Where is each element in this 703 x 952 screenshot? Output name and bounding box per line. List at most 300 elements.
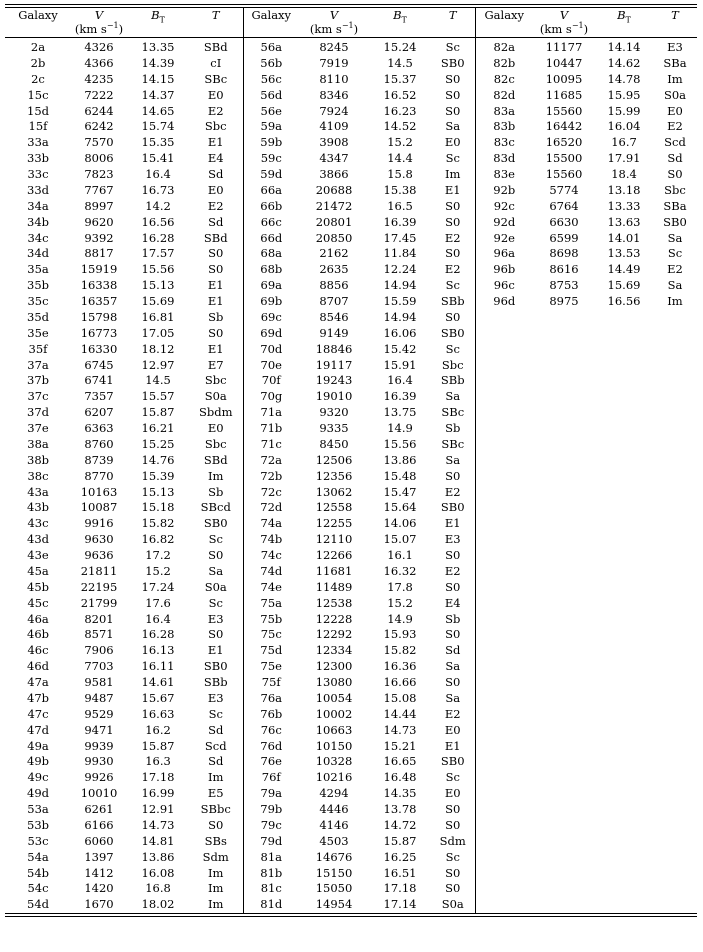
cell-velocity: [533, 580, 595, 596]
cell-morph-type: Im: [667, 71, 683, 86]
cell-galaxy-id: [475, 881, 533, 897]
cell-morph-type: SBc: [431, 437, 475, 453]
cell-velocity: 6764: [549, 198, 579, 213]
cell-bt-magnitude: 15.67: [141, 690, 175, 705]
cell-velocity: 21799: [80, 595, 118, 610]
cell-galaxy-id: [475, 437, 533, 453]
cell-galaxy-id: 35a: [27, 262, 49, 277]
cell-morph-type: Sc: [189, 707, 243, 723]
cell-bt-magnitude: 15.74: [141, 119, 175, 134]
cell-bt-magnitude: 17.57: [141, 246, 175, 261]
cell-morph-type: S0: [431, 246, 475, 262]
cell-bt-magnitude: 13.33: [607, 198, 641, 213]
cell-galaxy-id: [475, 485, 533, 501]
header-bt-magnitude: $B_T$: [393, 8, 407, 25]
cell-bt-magnitude: 16.3: [145, 754, 171, 769]
cell-bt-magnitude: [595, 485, 653, 501]
cell-galaxy-id: 75e: [260, 659, 282, 674]
cell-morph-type: cI: [189, 56, 243, 72]
table-row: [5, 183, 697, 199]
cell-galaxy-id: 72a: [260, 452, 282, 467]
cell-galaxy-id: 45b: [27, 579, 49, 594]
cell-bt-magnitude: 16.23: [383, 103, 417, 118]
cell-galaxy-id: 49d: [27, 786, 49, 801]
cell-velocity: 21811: [80, 563, 118, 578]
cell-galaxy-id: 70d: [260, 341, 283, 356]
cell-velocity: 14676: [315, 849, 353, 864]
cell-velocity: [533, 437, 595, 453]
cell-galaxy-id: 66d: [260, 230, 283, 245]
galaxy-table: [5, 4, 697, 917]
cell-morph-type: SBbc: [189, 802, 243, 818]
cell-galaxy-id: 79a: [260, 786, 282, 801]
cell-morph-type: Sbc: [189, 437, 243, 453]
cell-morph-type: Sd: [189, 215, 243, 231]
cell-galaxy-id: 54b: [27, 865, 49, 880]
table-row: [5, 754, 697, 770]
cell-morph-type: E2: [431, 707, 475, 723]
cell-galaxy-id: [475, 310, 533, 326]
cell-velocity: 6207: [84, 405, 114, 420]
cell-morph-type: Im: [189, 897, 243, 913]
header-blank: [475, 22, 533, 38]
cell-bt-magnitude: 15.47: [383, 484, 417, 499]
cell-galaxy-id: 68b: [260, 262, 283, 277]
cell-velocity: 4326: [84, 40, 114, 54]
cell-bt-magnitude: 16.2: [145, 722, 171, 737]
table-row: [5, 707, 697, 723]
cell-velocity: 8616: [549, 262, 579, 277]
cell-morph-type: E0: [189, 183, 243, 199]
cell-velocity: 15919: [80, 262, 118, 277]
cell-velocity: 2635: [319, 262, 349, 277]
table-row: [5, 389, 697, 405]
cell-morph-type: S0: [431, 104, 475, 120]
cell-velocity: 8856: [319, 278, 349, 293]
cell-galaxy-id: 81c: [260, 881, 282, 896]
cell-bt-magnitude: 14.65: [141, 103, 175, 118]
table-row: [5, 485, 697, 501]
cell-bt-magnitude: [595, 612, 653, 628]
header-velocity: V: [329, 8, 339, 22]
cell-morph-type: SBcd: [189, 500, 243, 516]
cell-galaxy-id: 79c: [260, 817, 282, 832]
cell-galaxy-id: 96d: [493, 294, 516, 308]
cell-bt-magnitude: 18.02: [141, 897, 175, 912]
table-row: [5, 627, 697, 643]
header-blank: [653, 22, 697, 38]
cell-velocity: 9149: [319, 325, 349, 340]
cell-velocity: 12356: [315, 468, 353, 483]
cell-bt-magnitude: 14.01: [607, 230, 641, 245]
cell-morph-type: E1: [189, 342, 243, 358]
cell-morph-type: Sa: [431, 691, 475, 707]
cell-bt-magnitude: 16.82: [141, 532, 175, 547]
table-row: [5, 342, 697, 358]
cell-morph-type: S0a: [663, 87, 687, 102]
cell-morph-type: SBa: [663, 198, 687, 213]
cell-galaxy-id: 82c: [493, 71, 515, 86]
cell-galaxy-id: 59b: [260, 135, 283, 150]
cell-bt-magnitude: [595, 770, 653, 786]
cell-morph-type: Sc: [667, 246, 683, 261]
cell-morph-type: Sc: [431, 151, 475, 167]
cell-morph-type: Sc: [189, 532, 243, 548]
table-row: [5, 564, 697, 580]
table-row: [5, 262, 697, 278]
cell-bt-magnitude: [595, 802, 653, 818]
cell-bt-magnitude: [595, 389, 653, 405]
cell-velocity: 16330: [80, 341, 118, 356]
cell-velocity: 9392: [84, 230, 114, 245]
cell-velocity: 12334: [315, 643, 353, 658]
cell-velocity: [533, 532, 595, 548]
cell-morph-type: [653, 516, 697, 532]
cell-morph-type: Sbc: [189, 373, 243, 389]
header-blank: [243, 22, 299, 38]
cell-velocity: 15560: [545, 103, 583, 118]
cell-morph-type: [653, 802, 697, 818]
cell-velocity: 7357: [84, 389, 114, 404]
cell-morph-type: [653, 564, 697, 580]
cell-galaxy-id: [475, 707, 533, 723]
cell-velocity: 16338: [80, 278, 118, 293]
cell-morph-type: SB0: [189, 516, 243, 532]
cell-bt-magnitude: 16.39: [383, 389, 417, 404]
cell-velocity: 12228: [315, 611, 353, 626]
cell-morph-type: [653, 500, 697, 516]
cell-velocity: 9636: [84, 548, 114, 562]
cell-galaxy-id: 46c: [27, 643, 49, 658]
cell-bt-magnitude: 16.28: [141, 230, 175, 245]
cell-velocity: 15050: [315, 881, 353, 896]
cell-galaxy-id: 75a: [260, 595, 282, 610]
cell-bt-magnitude: 15.82: [141, 516, 175, 531]
cell-galaxy-id: [475, 659, 533, 675]
cell-bt-magnitude: 14.06: [383, 516, 417, 531]
cell-bt-magnitude: 12.97: [141, 357, 175, 372]
cell-bt-magnitude: 13.75: [383, 405, 417, 420]
cell-galaxy-id: 66b: [260, 198, 283, 213]
cell-morph-type: SBd: [189, 38, 243, 56]
cell-galaxy-id: 2a: [30, 40, 46, 54]
table-row: [5, 437, 697, 453]
cell-bt-magnitude: 16.39: [383, 214, 417, 229]
cell-velocity: 11177: [545, 40, 583, 54]
cell-bt-magnitude: 15.48: [383, 468, 417, 483]
cell-morph-type: [653, 342, 697, 358]
cell-velocity: 12558: [315, 500, 353, 515]
cell-bt-magnitude: 15.95: [607, 87, 641, 102]
cell-galaxy-id: 34a: [27, 198, 49, 213]
cell-galaxy-id: 43a: [27, 484, 49, 499]
cell-morph-type: S0: [431, 881, 475, 897]
cell-morph-type: [653, 723, 697, 739]
cell-galaxy-id: 69a: [260, 278, 282, 293]
cell-morph-type: Sbc: [189, 119, 243, 135]
cell-morph-type: SBa: [663, 55, 687, 70]
cell-galaxy-id: 49c: [27, 770, 49, 785]
cell-bt-magnitude: 14.61: [141, 675, 175, 689]
cell-velocity: 1397: [84, 849, 114, 864]
header-velocity: V: [559, 8, 569, 22]
cell-galaxy-id: 71a: [260, 405, 282, 420]
cell-bt-magnitude: 15.64: [383, 500, 417, 515]
table-header: [5, 8, 697, 38]
cell-bt-magnitude: [595, 739, 653, 755]
header-blank: [595, 22, 653, 38]
cell-bt-magnitude: [595, 373, 653, 389]
cell-bt-magnitude: 13.35: [141, 40, 175, 54]
cell-bt-magnitude: 16.8: [145, 881, 171, 896]
cell-bt-magnitude: 17.18: [141, 770, 175, 785]
cell-velocity: 8110: [319, 71, 349, 86]
cell-velocity: 7924: [319, 103, 349, 118]
cell-galaxy-id: 37e: [27, 421, 49, 435]
cell-velocity: [533, 818, 595, 834]
cell-galaxy-id: 76b: [260, 706, 283, 721]
cell-galaxy-id: 75f: [261, 675, 281, 689]
cell-morph-type: [653, 786, 697, 802]
cell-morph-type: E3: [667, 40, 683, 54]
cell-velocity: 8698: [549, 246, 579, 261]
cell-bt-magnitude: 14.39: [141, 55, 175, 70]
cell-morph-type: S0: [431, 548, 475, 564]
table-row: [5, 421, 697, 437]
cell-velocity: [533, 754, 595, 770]
cell-galaxy-id: 83a: [493, 103, 515, 118]
cell-morph-type: Im: [189, 881, 243, 897]
cell-velocity: 8450: [319, 436, 349, 451]
table-row: [5, 38, 697, 56]
cell-morph-type: [653, 866, 697, 882]
cell-galaxy-id: 56d: [260, 87, 283, 102]
cell-morph-type: [653, 437, 697, 453]
cell-velocity: 8817: [84, 246, 114, 261]
cell-bt-magnitude: 17.45: [383, 230, 417, 245]
cell-bt-magnitude: 16.32: [383, 563, 417, 578]
cell-bt-magnitude: 15.87: [141, 405, 175, 420]
cell-galaxy-id: 33c: [27, 167, 49, 181]
cell-galaxy-id: 96c: [493, 278, 515, 293]
cell-galaxy-id: [475, 866, 533, 882]
cell-morph-type: [653, 469, 697, 485]
cell-galaxy-id: 66c: [260, 214, 282, 229]
cell-galaxy-id: 47c: [27, 706, 49, 721]
cell-velocity: [533, 326, 595, 342]
cell-galaxy-id: 37c: [27, 389, 49, 404]
cell-bt-magnitude: 15.13: [141, 484, 175, 499]
cell-galaxy-id: 66a: [260, 182, 282, 197]
cell-galaxy-id: 38b: [27, 452, 49, 467]
cell-velocity: 7222: [84, 87, 114, 102]
cell-galaxy-id: 92d: [493, 214, 516, 229]
cell-morph-type: Sa: [667, 278, 683, 293]
cell-bt-magnitude: 16.4: [145, 611, 171, 626]
cell-velocity: [533, 866, 595, 882]
cell-galaxy-id: 70e: [260, 357, 282, 372]
cell-velocity: 4446: [319, 802, 349, 816]
cell-galaxy-id: 92b: [493, 182, 516, 197]
table-row: [5, 88, 697, 104]
cell-galaxy-id: [475, 421, 533, 437]
cell-velocity: 2162: [319, 246, 349, 261]
cell-morph-type: Sbc: [664, 182, 686, 197]
cell-bt-magnitude: 15.21: [383, 738, 417, 753]
cell-bt-magnitude: 16.21: [141, 421, 175, 435]
table-row: [5, 643, 697, 659]
cell-bt-magnitude: [595, 326, 653, 342]
cell-bt-magnitude: 13.18: [607, 182, 641, 197]
cell-morph-type: SBd: [189, 231, 243, 247]
cell-morph-type: S0: [431, 469, 475, 485]
table-row: [5, 675, 697, 691]
cell-morph-type: [653, 675, 697, 691]
cell-morph-type: E4: [431, 596, 475, 612]
cell-morph-type: E2: [189, 199, 243, 215]
cell-galaxy-id: 37a: [27, 357, 49, 372]
cell-morph-type: E5: [189, 786, 243, 802]
cell-velocity: [533, 596, 595, 612]
cell-velocity: 8707: [319, 294, 349, 308]
cell-bt-magnitude: [595, 358, 653, 374]
cell-bt-magnitude: 16.1: [387, 548, 413, 562]
cell-galaxy-id: 82b: [493, 55, 516, 70]
cell-morph-type: SBc: [189, 72, 243, 88]
cell-morph-type: S0: [189, 548, 243, 564]
cell-bt-magnitude: 16.4: [145, 167, 171, 181]
cell-bt-magnitude: 16.48: [383, 770, 417, 785]
cell-bt-magnitude: 16.06: [383, 325, 417, 340]
cell-galaxy-id: 37d: [27, 405, 49, 420]
cell-galaxy-id: [475, 739, 533, 755]
cell-bt-magnitude: [595, 881, 653, 897]
cell-bt-magnitude: 14.73: [141, 817, 175, 832]
cell-bt-magnitude: 13.86: [383, 452, 417, 467]
cell-velocity: 4347: [319, 151, 349, 166]
cell-morph-type: E3: [431, 532, 475, 548]
cell-morph-type: E3: [189, 691, 243, 707]
table-row: [5, 278, 697, 294]
cell-morph-type: S0: [431, 72, 475, 88]
cell-velocity: 20688: [315, 182, 353, 197]
cell-velocity: 12300: [315, 659, 353, 674]
cell-galaxy-id: 76e: [260, 754, 282, 769]
table-row: [5, 596, 697, 612]
cell-bt-magnitude: 15.2: [387, 595, 413, 610]
table-row: [5, 469, 697, 485]
table-row: [5, 723, 697, 739]
cell-velocity: 9926: [84, 770, 114, 785]
cell-bt-magnitude: 15.41: [141, 151, 175, 166]
cell-velocity: 11681: [315, 563, 353, 578]
cell-bt-magnitude: [595, 548, 653, 564]
cell-velocity: 7823: [84, 167, 114, 181]
cell-velocity: 10150: [315, 738, 353, 753]
cell-bt-magnitude: [595, 786, 653, 802]
cell-bt-magnitude: 18.12: [141, 341, 175, 356]
cell-morph-type: [653, 834, 697, 850]
table-row: [5, 167, 697, 183]
cell-galaxy-id: [475, 897, 533, 913]
cell-galaxy-id: 45c: [27, 595, 49, 610]
cell-bt-magnitude: 14.94: [383, 278, 417, 293]
cell-bt-magnitude: 17.6: [145, 595, 171, 610]
cell-bt-magnitude: 13.86: [141, 849, 175, 864]
cell-galaxy-id: 74d: [260, 563, 283, 578]
cell-bt-magnitude: 15.87: [141, 738, 175, 753]
table-row: [5, 119, 697, 135]
cell-galaxy-id: 47d: [27, 722, 49, 737]
cell-morph-type: S0: [189, 326, 243, 342]
cell-velocity: 19243: [315, 373, 353, 388]
cell-morph-type: S0: [431, 215, 475, 231]
cell-galaxy-id: 75c: [260, 627, 282, 642]
cell-morph-type: S0: [431, 88, 475, 104]
cell-bt-magnitude: 17.8: [387, 579, 413, 594]
cell-galaxy-id: 56b: [260, 55, 283, 70]
cell-velocity: 8245: [319, 40, 349, 54]
cell-bt-magnitude: [595, 675, 653, 691]
cell-velocity: [533, 405, 595, 421]
cell-velocity: 16442: [545, 119, 583, 134]
cell-velocity: 16520: [545, 135, 583, 150]
cell-galaxy-id: [475, 532, 533, 548]
cell-velocity: 6741: [84, 373, 114, 388]
header-velocity-unit: (km $s^{-1}$): [533, 22, 595, 38]
cell-bt-magnitude: 14.52: [383, 119, 417, 134]
cell-velocity: 8760: [84, 436, 114, 451]
cell-morph-type: E1: [189, 294, 243, 310]
cell-velocity: [533, 342, 595, 358]
cell-bt-magnitude: [595, 834, 653, 850]
cell-galaxy-id: 83b: [493, 119, 516, 134]
cell-morph-type: E1: [189, 135, 243, 151]
cell-morph-type: [653, 707, 697, 723]
cell-bt-magnitude: 16.56: [607, 294, 641, 308]
cell-galaxy-id: 43c: [27, 516, 49, 531]
cell-morph-type: S0: [431, 802, 475, 818]
cell-galaxy-id: 35b: [27, 278, 49, 293]
cell-morph-type: S0: [431, 199, 475, 215]
cell-galaxy-id: [475, 770, 533, 786]
cell-velocity: [533, 358, 595, 374]
cell-galaxy-id: 74e: [260, 579, 282, 594]
header-bt-magnitude: $B_T$: [617, 8, 631, 25]
cell-velocity: 8346: [319, 87, 349, 102]
cell-velocity: [533, 723, 595, 739]
cell-morph-type: E0: [189, 88, 243, 104]
cell-morph-type: Sdm: [189, 850, 243, 866]
cell-morph-type: S0: [431, 866, 475, 882]
cell-bt-magnitude: 16.28: [141, 627, 175, 642]
cell-morph-type: Sc: [431, 770, 475, 786]
cell-morph-type: E7: [189, 358, 243, 374]
cell-velocity: [533, 612, 595, 628]
cell-velocity: 19117: [315, 357, 353, 372]
cell-galaxy-id: 69c: [260, 309, 282, 324]
cell-morph-type: Im: [189, 770, 243, 786]
cell-morph-type: [653, 548, 697, 564]
cell-morph-type: S0: [431, 580, 475, 596]
cell-morph-type: [653, 739, 697, 755]
cell-galaxy-id: [475, 500, 533, 516]
cell-morph-type: S0a: [189, 580, 243, 596]
cell-morph-type: Sc: [431, 342, 475, 358]
cell-bt-magnitude: 14.35: [383, 786, 417, 801]
cell-velocity: 12292: [315, 627, 353, 642]
cell-velocity: 4294: [319, 786, 349, 801]
